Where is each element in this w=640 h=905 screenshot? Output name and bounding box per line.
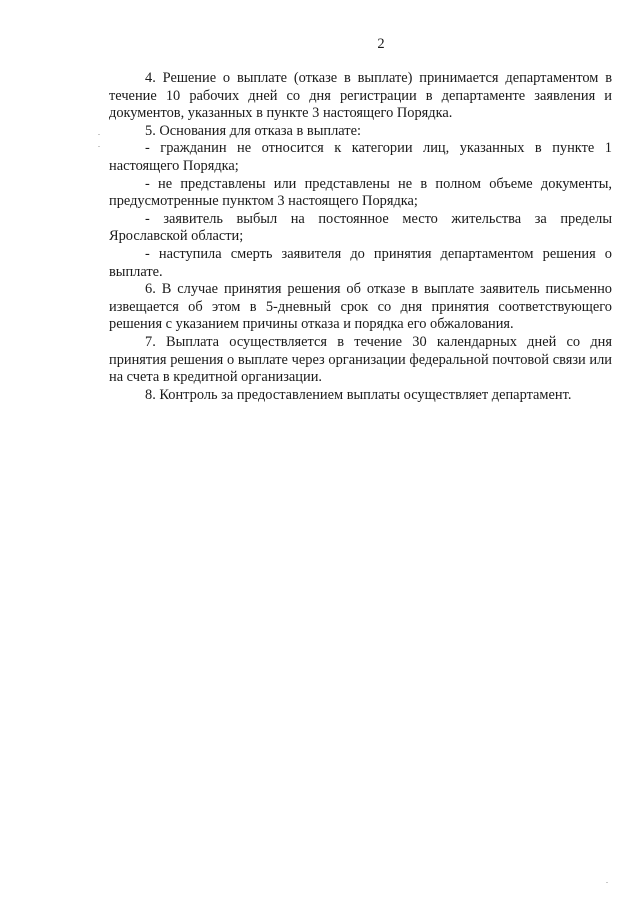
scan-speck [98,146,100,147]
page-number: 2 [377,36,385,52]
document-body [109,70,612,404]
list-item-refusal-category: - гражданин не относится к категории лиц, указанных в пункте 1 настоящего Порядка; [109,140,612,174]
list-item-refusal-relocation: - заявитель выбыл на постоянное место жительства за пределы Ярославской области; [109,210,612,245]
paragraph-refusal-grounds-heading: 5. Основания для отказа в выплате: [145,122,361,139]
list-item-refusal-death: - наступила смерть заявителя до принятия департаментом решения о выплате. [109,245,612,280]
scan-speck [98,134,100,135]
list-item-refusal-documents: - не представлены или представлены не в полном объеме документы, предусмотренные пунктом 3 настоящего Порядка; [109,175,612,210]
paragraph-payment-control: 8. Контроль за предоставлением выплаты осуществляет департамент. [145,386,572,403]
paragraph-decision-term: 4. Решение о выплате (отказе в выплате) принимается департаментом в течение 10 рабочих дней со дня регистрации в департаменте заявления и документов, указанных в пункте 3 настоящего Порядка. [109,70,612,122]
paragraph-refusal-notice: 6. В случае принятия решения об отказе в выплате заявитель письменно извещается об этом в 5-дневный срок со дня принятия соответствующего решения с указанием причины отказа и порядка его обжалования. [109,281,612,333]
scan-speck [606,882,608,883]
paragraph-payment-term: 7. Выплата осуществляется в течение 30 календарных дней со дня принятия решения о выплате через организации федеральной почтовой связи или на счета в кредитной организации. [109,333,612,386]
